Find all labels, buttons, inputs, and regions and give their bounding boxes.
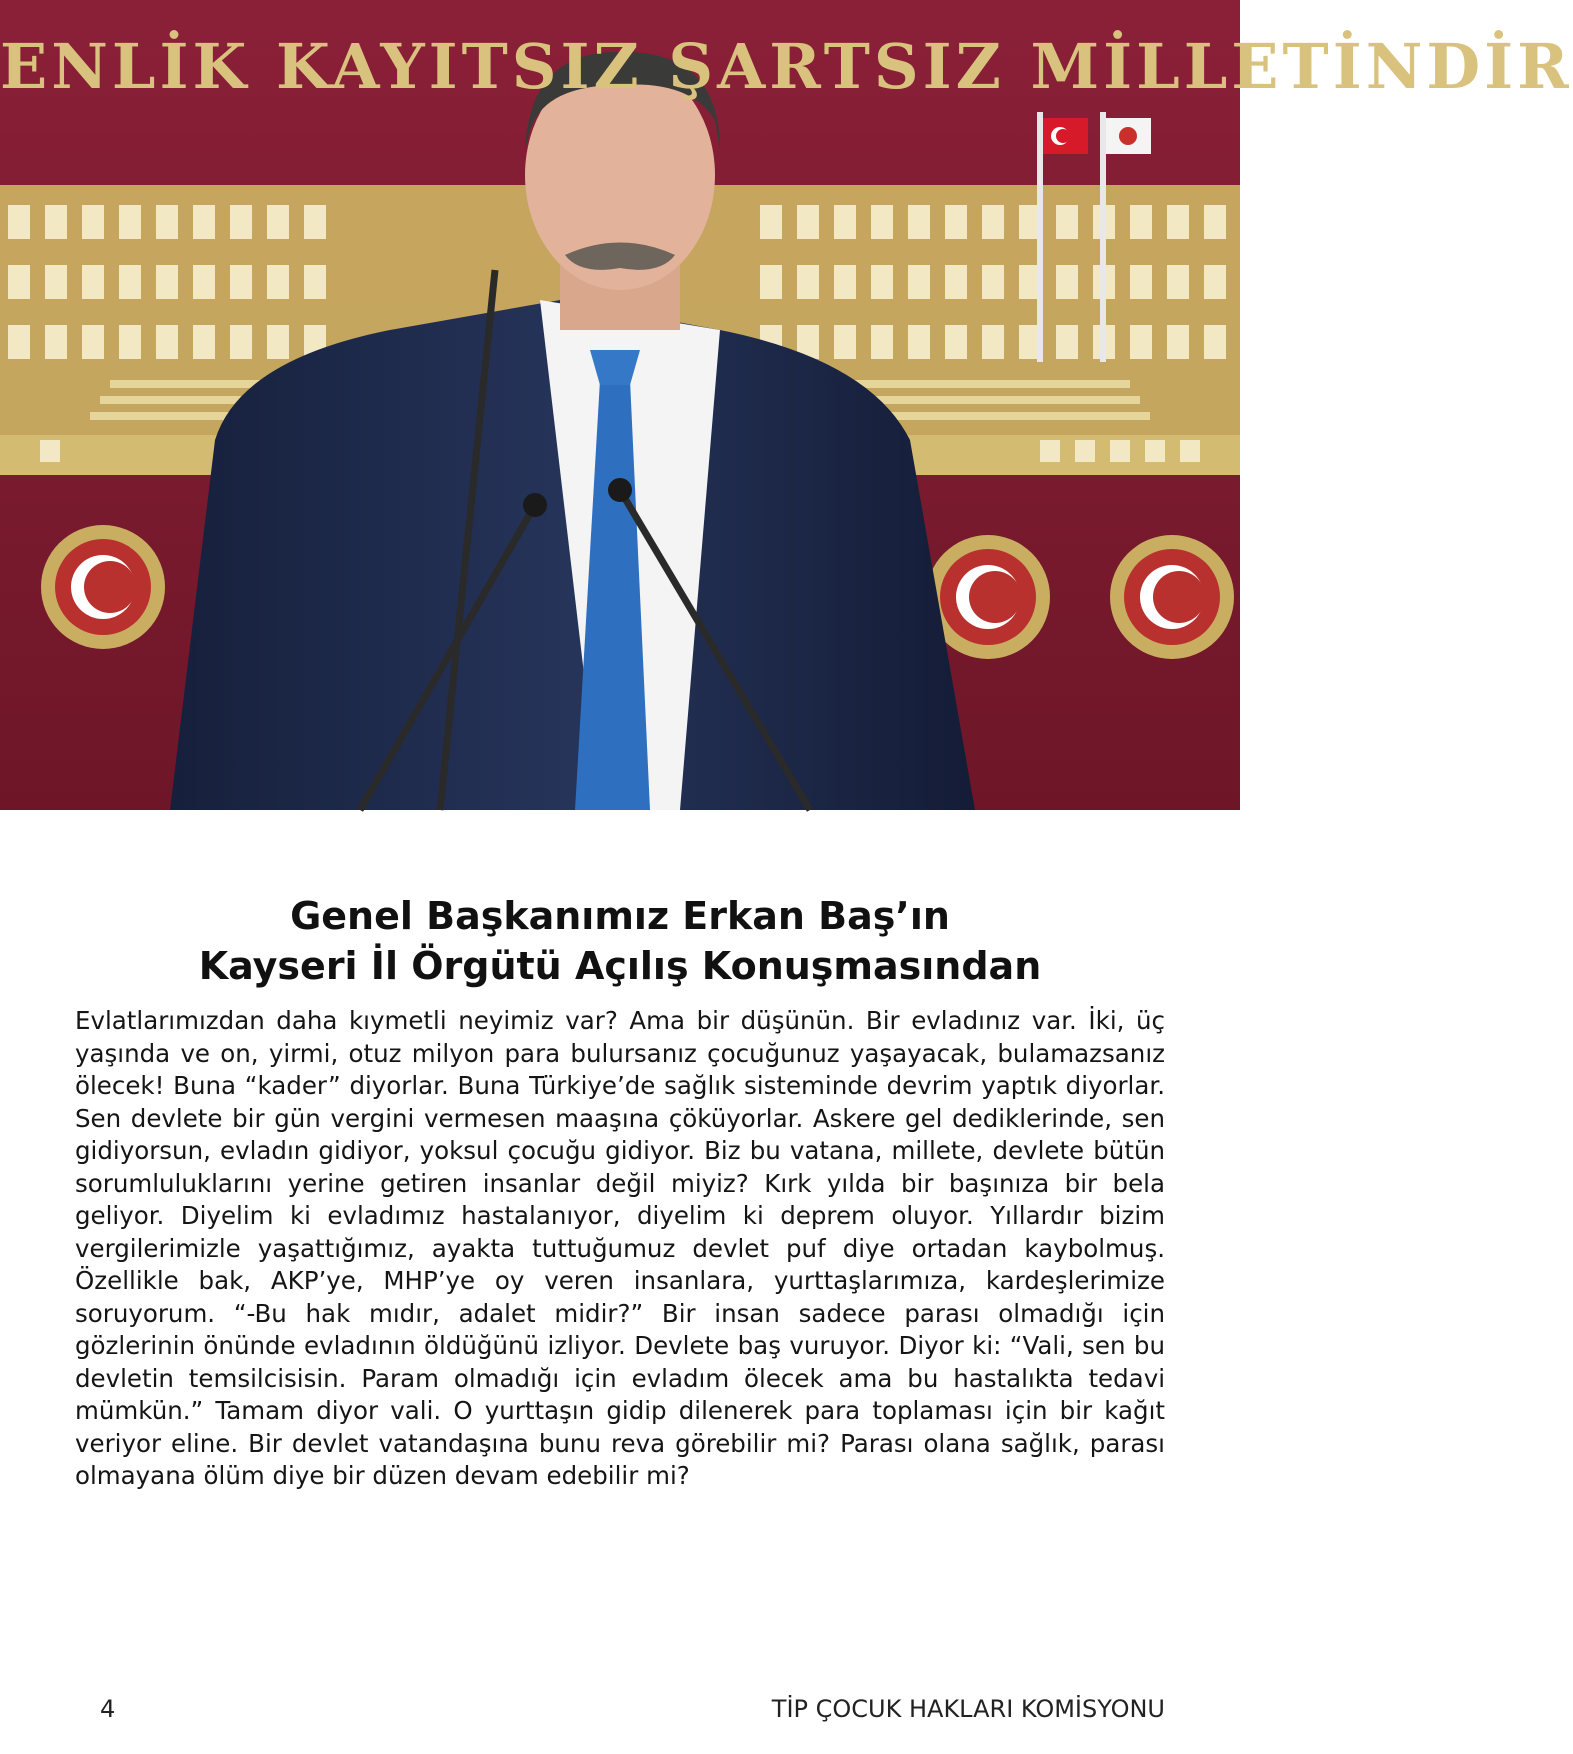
article-title-line-2: Kayseri İl Örgütü Açılış Konuşmasından [198,944,1042,988]
assembly-seal-icon [41,525,165,649]
assembly-seal-icon [1110,535,1234,659]
page-number: 4 [100,1695,116,1723]
banner-motto: ENLİK KAYITSIZ ŞARTSIZ MİLLETİNDİR [0,30,1573,103]
hero-illustration [0,0,1573,810]
article-title-line-1: Genel Başkanımız Erkan Baş’ın [290,894,950,938]
footer-organization: TİP ÇOCUK HAKLARI KOMİSYONU [771,1695,1165,1723]
hero-photo [0,0,1573,810]
article-body: Evlatlarımızdan daha kıymetli neyimiz var? Ama bir düşünün. Bir evladınız var. İki, üç yaşında ve on, yirmi, otuz milyon para bulursanız çocuğunuz yaşayacak, bulamazsanız ölecek! Buna “kader” diyorlar. Buna Türkiye’de sağlık sisteminde devrim yaptık diyorlar. Sen devlete bir gün vergini vermesen maaşına çöküyorlar. Askere gel dediklerinde, sen gidiyorsun, evladın gidiyor, yoksul çocuğu gidiyor. Biz bu vatana, millete, devlete bütün sorumluluklarını yerine getiren insanlar değil miyiz? Kırk yılda bir başınıza bir bela geliyor. Diyelim ki evladımız hastalanıyor, diyelim ki deprem oluyor. Yıllardır bizim vergilerimizle yaşattığımız, ayakta tuttuğumuz devlet puf diye ortadan kaybolmuş. Özellikle bak, AKP’ye, MHP’ye oy veren insanlara, yurttaşlarımıza, kardeşlerimize soruyorum. “-Bu hak mıdır, adalet midir?” Bir insan sadece parası olmadığı için gözlerinin önünde evladının öldüğünü izliyor. Devlete baş vuruyor. Diyor ki: “Vali, sen bu devletin temsilcisisin. Param olmadığı için evladım ölecek ama bu hastalıkta tedavi mümkün.” Tamam diyor vali. O yurttaşın gidip dilenerek para toplaması için bir kağıt veriyor eline. Bir devlet vatandaşına bunu reva görebilir mi? Parası olana sağlık, parası olmayana ölüm diye bir düzen devam edebilir mi? [75,1006,1165,1490]
